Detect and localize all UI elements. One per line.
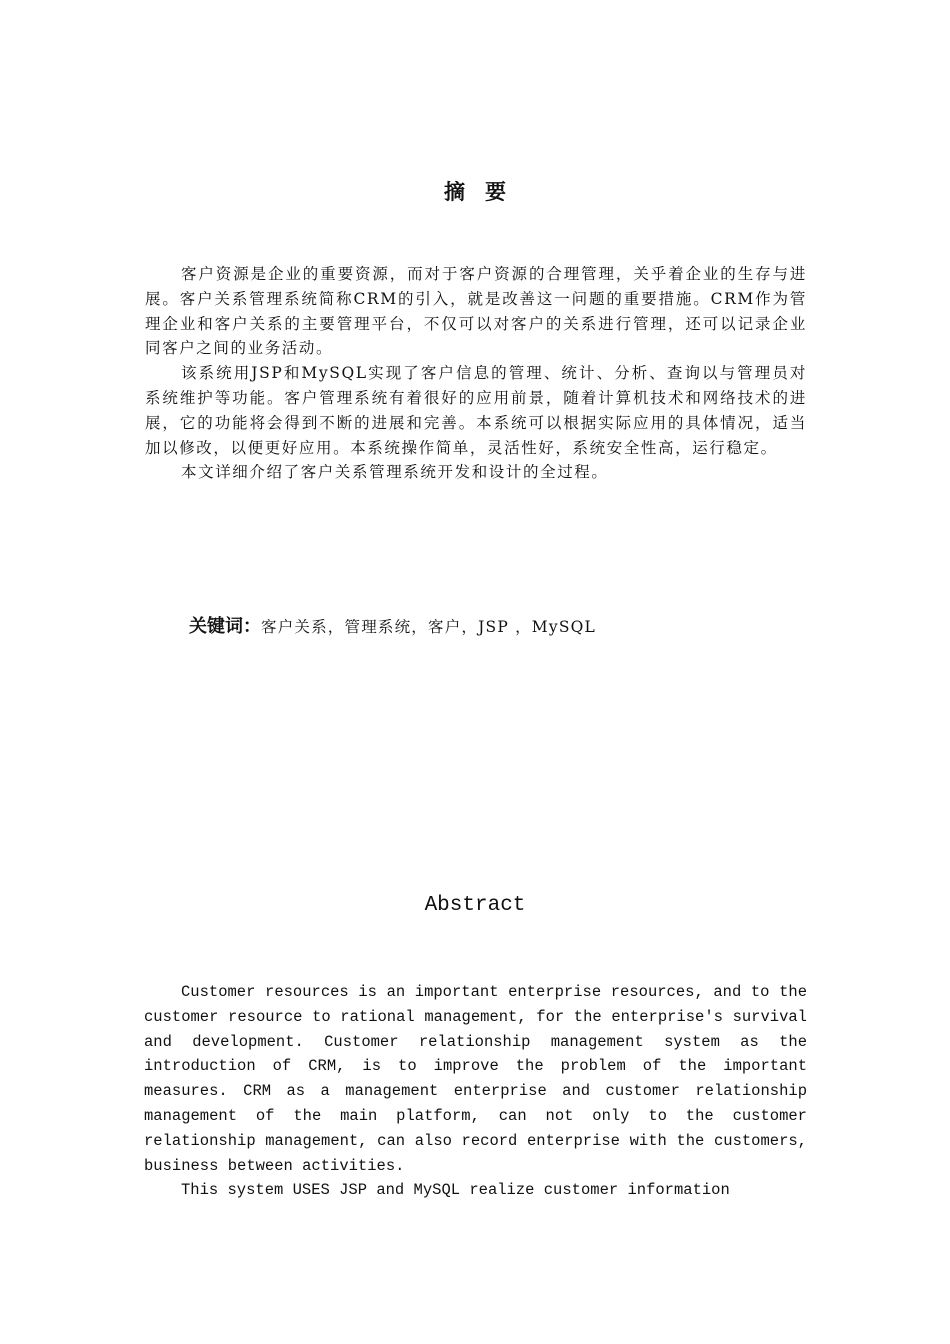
keywords-line	[189, 615, 789, 639]
keywords-text: 客户关系，管理系统，客户，JSP ，MySQL	[261, 618, 597, 636]
chinese-abstract-paragraph-2: 该系统用JSP和MySQL实现了客户信息的管理、统计、分析、查询以与管理员对系统维护等功能。客户管理系统有着很好的应用前景，随着计算机技术和网络技术的进展，它的功能将会得到不断的进展和完善。本系统可以根据实际应用的具体情况，适当加以修改，以便更好应用。本系统操作简单，灵活性好，系统安全性高，运行稳定。	[145, 364, 807, 457]
chinese-abstract-body	[145, 262, 807, 485]
english-abstract-paragraph-1: Customer resources is an important enterprise resources, and to the customer resource to rational management, for the enterprise's survival and development. Customer relationship management system as the introduction of CRM, is to improve the problem of the important measures. CRM as a management enterprise and customer relationship management of the main platform, can not only to the customer relationship management, can also record enterprise with the customers, business between activities.	[144, 983, 807, 1175]
keywords-label: 关键词：	[189, 616, 261, 637]
english-abstract-paragraph-2: This system USES JSP and MySQL realize customer information	[181, 1181, 730, 1200]
chinese-abstract-paragraph-1: 客户资源是企业的重要资源，而对于客户资源的合理管理，关乎着企业的生存与进展。客户关系管理系统简称CRM的引入，就是改善这一问题的重要措施。CRM作为管理企业和客户关系的主要管理平台，不仅可以对客户的关系进行管理，还可以记录企业同客户之间的业务活动。	[145, 265, 807, 358]
english-abstract-body	[144, 980, 807, 1203]
chinese-abstract-title: 摘要	[444, 180, 526, 204]
english-abstract-title: Abstract	[424, 894, 526, 917]
chinese-abstract-paragraph-3: 本文详细介绍了客户关系管理系统开发和设计的全过程。	[181, 463, 609, 482]
